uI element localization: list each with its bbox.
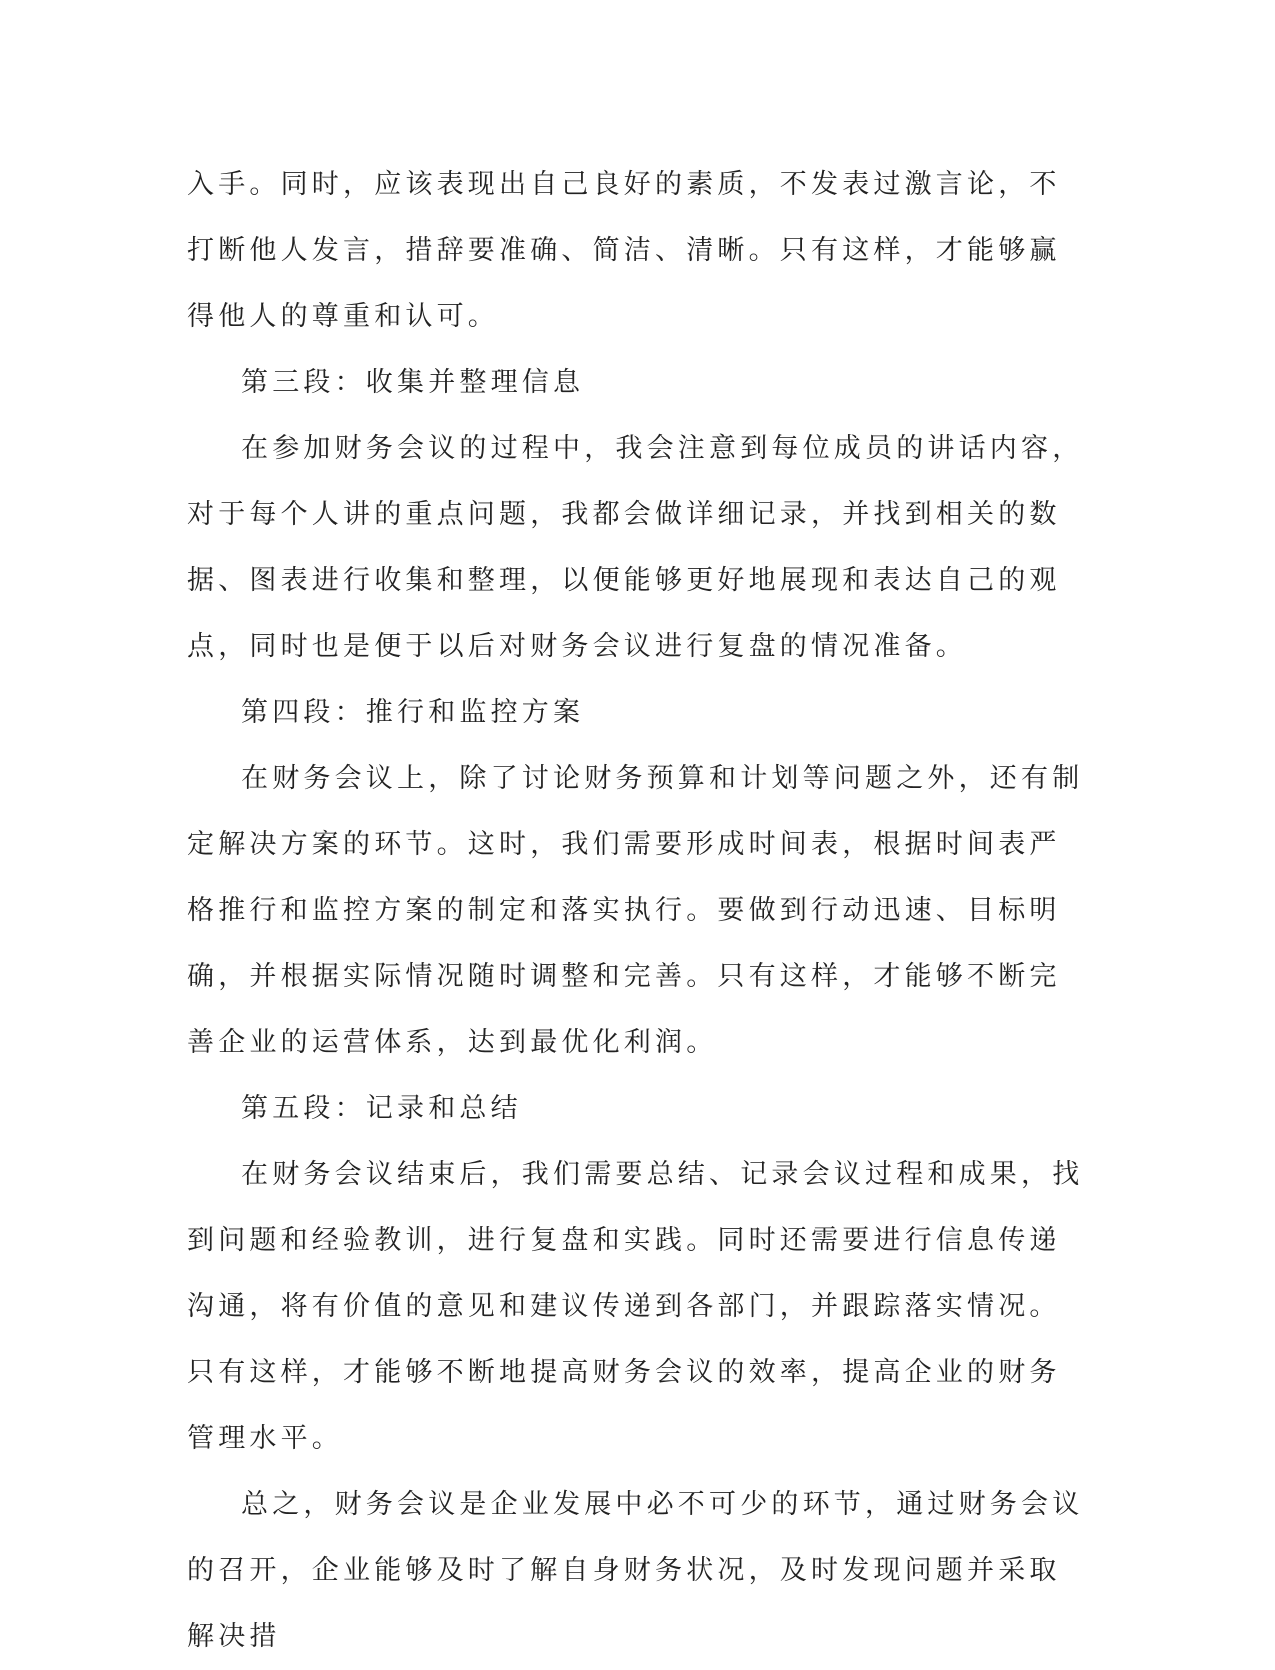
document-body (187, 152, 1087, 1670)
paragraph-record-summary: 在财务会议结束后，我们需要总结、记录会议过程和成果，找到问题和经验教训，进行复盘和实践。同时还需要进行信息传递沟通，将有价值的意见和建议传递到各部门，并跟踪落实情况。只有这样，才能够不断地提高财务会议的效率，提高企业的财务管理水平。 (187, 1159, 1084, 1454)
section-heading-5: 第五段：记录和总结 (241, 1093, 522, 1124)
section-heading-4: 第四段：推行和监控方案 (241, 697, 585, 728)
paragraph-continuation: 入手。同时，应该表现出自己良好的素质，不发表过激言论，不打断他人发言，措辞要准确、简洁、清晰。只有这样，才能够赢得他人的尊重和认可。 (187, 169, 1061, 332)
paragraph-conclusion: 总之，财务会议是企业发展中必不可少的环节，通过财务会议的召开，企业能够及时了解自身财务状况，及时发现问题并采取解决措 (187, 1489, 1084, 1652)
paragraph-implement-plan: 在财务会议上，除了讨论财务预算和计划等问题之外，还有制定解决方案的环节。这时，我们需要形成时间表，根据时间表严格推行和监控方案的制定和落实执行。要做到行动迅速、目标明确，并根据实际情况随时调整和完善。只有这样，才能够不断完善企业的运营体系，达到最优化利润。 (187, 763, 1084, 1058)
paragraph-collect-info: 在参加财务会议的过程中，我会注意到每位成员的讲话内容，对于每个人讲的重点问题，我都会做详细记录，并找到相关的数据、图表进行收集和整理，以便能够更好地展现和表达自己的观点，同时也是便于以后对财务会议进行复盘的情况准备。 (187, 433, 1084, 662)
section-heading-3: 第三段：收集并整理信息 (241, 367, 585, 398)
